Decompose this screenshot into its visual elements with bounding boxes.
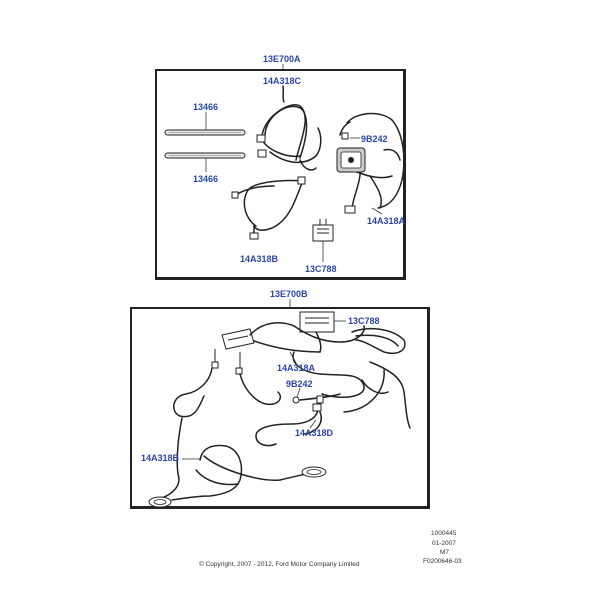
scuff-strip-upper-label: 13466 bbox=[193, 102, 219, 112]
drawing-date: 01-2007 bbox=[432, 540, 456, 547]
module-13c788-top-label: 13C788 bbox=[305, 264, 337, 274]
connector-9b242-top-label: 9B242 bbox=[361, 134, 388, 144]
reference-number: 1000445 bbox=[431, 530, 457, 537]
kit-b-label: 13E700B bbox=[270, 289, 308, 299]
drawing-id: F0200646-03 bbox=[423, 558, 462, 565]
harness-14a318c-label: 14A318C bbox=[263, 76, 302, 86]
harness-14a318a-bottom bbox=[250, 323, 410, 428]
scuff-strip-upper bbox=[165, 130, 245, 135]
copyright-notice: © Copyright, 2007 - 2012, Ford Motor Company Limited bbox=[199, 561, 360, 568]
harness-14a318b-top bbox=[232, 177, 305, 239]
model-code: M7 bbox=[440, 549, 450, 556]
harness-14a318a-bottom-label: 14A318A bbox=[277, 363, 316, 373]
scuff-strip-lower-label: 13466 bbox=[193, 174, 219, 184]
connector-9b242-bottom-label: 9B242 bbox=[286, 379, 313, 389]
kit-a-label: 13E700A bbox=[263, 54, 301, 64]
harness-14a318c bbox=[257, 86, 321, 170]
harness-14a318b-bottom-label: 14A318B bbox=[141, 453, 180, 463]
control-unit-bottom bbox=[212, 329, 254, 374]
scuff-strip-lower bbox=[165, 153, 245, 158]
module-13c788-bottom-label: 13C788 bbox=[348, 316, 380, 326]
module-13c788-bottom bbox=[300, 312, 346, 352]
connector-9b242-bottom bbox=[293, 388, 340, 403]
harness-14a318d-label: 14A318D bbox=[295, 428, 334, 438]
harness-14a318a-top-label: 14A318A bbox=[367, 216, 406, 226]
harness-14a318d bbox=[256, 404, 321, 446]
harness-14a318b-top-label: 14A318B bbox=[240, 254, 279, 264]
module-13c788-top bbox=[313, 219, 333, 262]
harness-14a318a-top bbox=[337, 114, 404, 214]
